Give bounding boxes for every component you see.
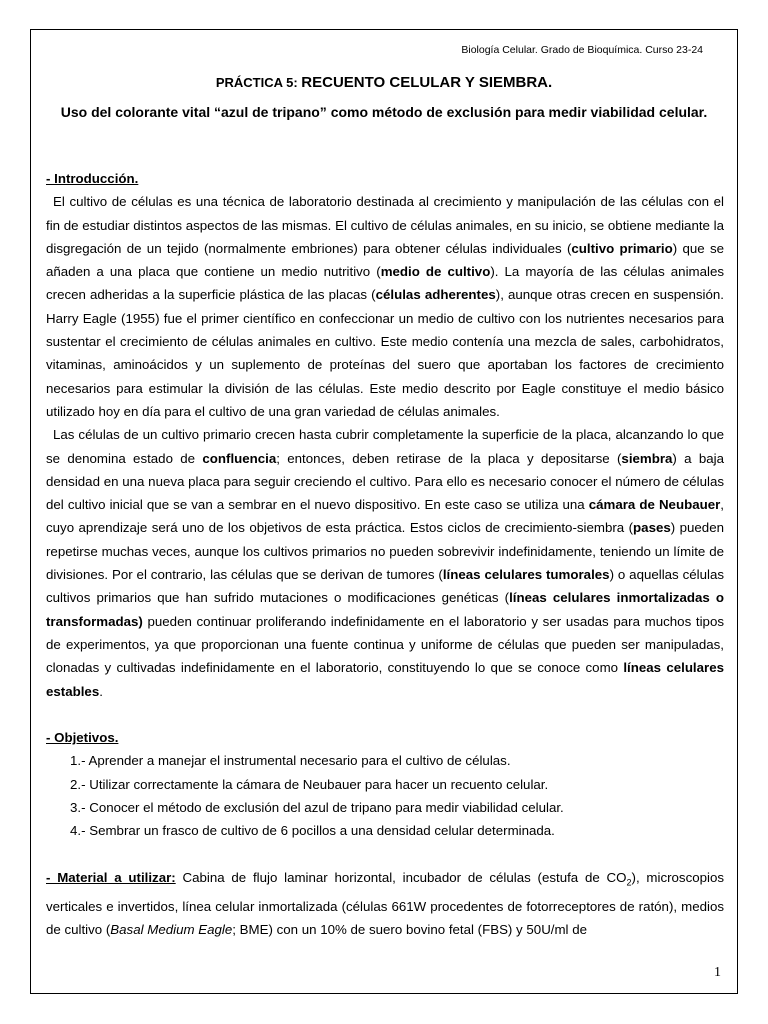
page-number: 1	[714, 965, 721, 980]
materials-paragraph: - Material a utilizar: Cabina de flujo laminar horizontal, incubador de células (estufa de $CO_2$), microscopios verticales e invertidos, línea celular inmortalizada (células 661W procedentes de fotorreceptores de ratón), medios de cultivo (Basal Medium Eagle; BME) con un 10% de suero bovino fetal (FBS) y 50U/ml de	[46, 869, 725, 938]
materials-heading: - Material a utilizar:	[46, 869, 176, 885]
intro-paragraph-2: Las células de un cultivo primario crecen hasta cubrir completamente la superficie de la placa, alcanzando lo que se denomina estado de confluencia; entonces, deben retirase de la placa y depositarse (siembra) a baja densidad en una nueva placa para seguir creciendo el cultivo. Para ello es necesario conocer el número de células del cultivo inicial que se van a sembrar en el nuevo dispositivo. En este caso se utiliza una cámara de Neubauer, cuyo aprendizaje será uno de los objetivos de esta práctica. Estos ciclos de crecimiento-siembra (pases) pueden repetirse muchas veces, aunque los cultivos primarios no pueden sobrevivir indefinidamente, teniendo un límite de divisiones. Por el contrario, las células que se derivan de tumores (líneas celulares tumorales) o aquellas células cultivos primarios que han sufrido mutaciones o modificaciones genéticas (líneas celulares inmortalizadas o transformadas) pueden continuar proliferando indefinidamente en el laboratorio y ser usadas para muchos tipos de experimentos, ya que proporcionan una fuente continua y uniforme de células que pueden ser manipuladas, clonadas y cultivadas indefinidamente en el laboratorio, constituyendo lo que se conoce como líneas celulares estables.	[46, 427, 725, 699]
spacer	[46, 703, 724, 726]
title-prefix: PRÁCTICA 5:	[215, 75, 302, 90]
intro-paragraph-1: El cultivo de células es una técnica de laboratorio destinada al crecimiento y manipulación de las células con el fin de estudiar distintos aspectos de las mismas. El cultivo de células animales, en su inicio, se obtiene mediante la disgregación de un tejido (normalmente embriones) para obtener células individuales (cultivo primario) que se añaden a una placa que contiene un medio nutritivo (medio de cultivo). La mayoría de las células animales crecen adheridas a la superficie plástica de las placas (células adherentes), aunque otras crecen en suspensión. Harry Eagle (1955) fue el primer científico en confeccionar un medio de cultivo con los nutrientes necesarios para sustentar el crecimiento de células animales en cultivo. Este medio contenía una mezcla de sales, carbohidratos, vitaminas, aminoácidos y un suplemento de proteínas del suero que aportaban los factores de crecimiento necesarios para estimular la división de las células. Este medio descrito por Eagle constituye el medio básico utilizado hoy en día para el cultivo de una gran variedad de células animales.	[46, 194, 725, 419]
intro-heading: - Introducción.	[46, 171, 139, 186]
title-main: RECUENTO CELULAR Y SIEMBRA	[301, 74, 548, 91]
document-body	[46, 167, 724, 941]
list-item: 1.- Aprender a manejar el instrumental necesario para el cultivo de células.	[70, 753, 511, 769]
page-subtitle: Uso del colorante vital “azul de tripano” como método de exclusión para medir viabilidad celular.	[60, 104, 708, 120]
list-item: 3.- Conocer el método de exclusión del azul de tripano para medir viabilidad celular.	[70, 800, 564, 816]
list-item: 4.- Sembrar un frasco de cultivo de 6 pocillos a una densidad celular determinada.	[70, 823, 555, 839]
spacer	[46, 843, 724, 866]
page-title	[31, 74, 737, 92]
list-item: 2.- Utilizar correctamente la cámara de Neubauer para hacer un recuento celular.	[70, 776, 549, 792]
course-header: Biología Celular. Grado de Bioquímica. Curso 23-24	[461, 44, 703, 56]
objectives-list	[46, 749, 724, 842]
document-page	[30, 29, 738, 994]
title-suffix: .	[548, 74, 553, 91]
objectives-heading: - Objetivos.	[46, 730, 119, 746]
